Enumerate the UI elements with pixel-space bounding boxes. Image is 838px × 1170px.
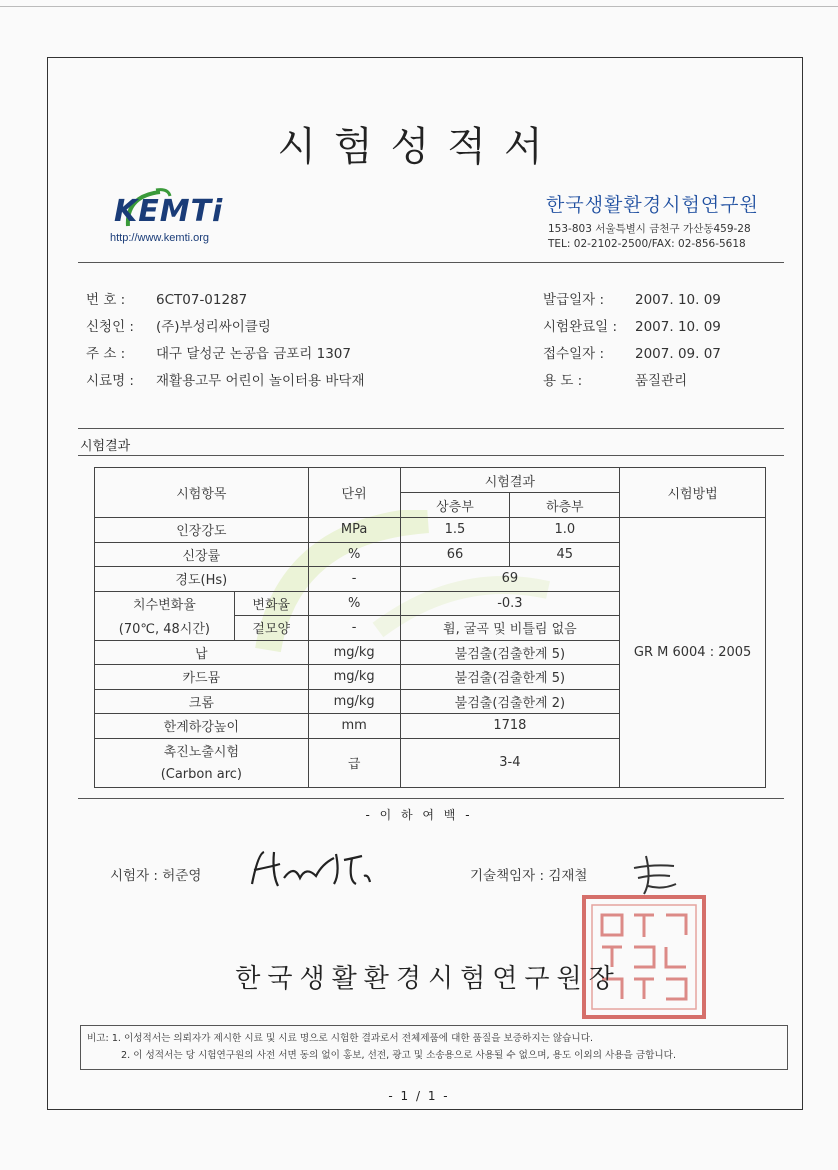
info-label: 용 도 : (543, 373, 583, 389)
header-divider (78, 262, 784, 263)
cell-item: 한계하강높이 (95, 714, 309, 739)
document-title: 시험성적서 (277, 124, 561, 170)
info-value: 6CT07-01287 (156, 292, 248, 308)
cell-value: 휨, 굴곡 및 비틀림 없음 (400, 616, 620, 641)
cell-unit: mg/kg (308, 689, 400, 714)
cell-unit: mg/kg (308, 640, 400, 665)
info-row (86, 314, 365, 341)
cell-method: GR M 6004 : 2005 (620, 518, 766, 788)
cell-item: (70℃, 48시간) (95, 616, 235, 641)
header-item: 시험항목 (95, 468, 309, 518)
cell-subitem: 겉모양 (234, 616, 308, 641)
cell-unit: mg/kg (308, 665, 400, 690)
tester-label: 시험자 : 허준영 (110, 868, 202, 884)
cell-item: 납 (95, 640, 309, 665)
address-line: 153-803 서울특별시 금천구 가산동459-28 (548, 223, 751, 235)
blank-below-marker: - 이 하 여 백 - (365, 808, 473, 822)
contact-line: TEL: 02-2102-2500/FAX: 02-856-5618 (548, 238, 746, 250)
cell-item: 신장률 (95, 542, 309, 567)
notes-box (80, 1025, 788, 1070)
cell-item: 카드뮴 (95, 665, 309, 690)
director-title: 한국생활환경시험연구원장 (235, 964, 621, 994)
info-value: 2007. 09. 07 (635, 346, 721, 362)
cell-unit: % (308, 591, 400, 616)
info-right (543, 287, 721, 395)
info-value: (주)부성리싸이클링 (156, 319, 271, 335)
info-row (86, 368, 365, 395)
info-value: 재활용고무 어린이 놀이터용 바닥재 (156, 373, 365, 389)
cell-value: 불검출(검출한계 5) (400, 640, 620, 665)
info-row (543, 314, 721, 341)
top-edge-line (0, 6, 838, 7)
table-row (95, 518, 766, 543)
cell-unit: - (308, 616, 400, 641)
info-label: 발급일자 : (543, 292, 605, 308)
info-value: 2007. 10. 09 (635, 292, 721, 308)
cell-value: -0.3 (400, 591, 620, 616)
cell-unit: MPa (308, 518, 400, 543)
tester-signature (244, 844, 384, 894)
cell-value: 불검출(검출한계 5) (400, 665, 620, 690)
cell-lower: 45 (510, 542, 620, 567)
header-unit: 단위 (308, 468, 400, 518)
table-header-row (95, 468, 766, 493)
cell-unit: 급 (308, 738, 400, 787)
cell-value: 69 (400, 567, 620, 592)
results-table (94, 467, 766, 788)
cell-unit: mm (308, 714, 400, 739)
kemti-logo (108, 186, 248, 248)
cell-item: 촉진노출시험 (95, 738, 309, 763)
header-lower: 하층부 (510, 493, 620, 518)
results-section-label: 시험결과 (80, 439, 131, 454)
info-row (543, 341, 721, 368)
info-value: 품질관리 (635, 373, 688, 389)
logo-text: KEMTi (114, 194, 224, 229)
cell-unit: - (308, 567, 400, 592)
official-seal-icon (580, 893, 708, 1021)
cell-value: 불검출(검출한계 2) (400, 689, 620, 714)
tech-manager-label: 기술책임자 : 김재철 (470, 868, 588, 884)
institution-address (548, 222, 751, 252)
info-value: 2007. 10. 09 (635, 319, 721, 335)
info-row (543, 287, 721, 314)
cell-upper: 1.5 (400, 518, 510, 543)
page-number: - 1 / 1 - (388, 1089, 450, 1103)
cell-item: 치수변화율 (95, 591, 235, 616)
header-result: 시험결과 (400, 468, 620, 493)
cell-item: (Carbon arc) (95, 763, 309, 788)
info-label: 주 소 : (86, 346, 126, 362)
info-label: 신청인 : (86, 319, 134, 335)
info-label: 접수일자 : (543, 346, 605, 362)
header-upper: 상층부 (400, 493, 510, 518)
info-row (86, 287, 365, 314)
cell-value: 1718 (400, 714, 620, 739)
info-value: 대구 달성군 논공읍 금포리 1307 (156, 346, 351, 362)
cell-subitem: 변화율 (234, 591, 308, 616)
institution-name: 한국생활환경시험연구원 (546, 194, 759, 216)
header-method: 시험방법 (620, 468, 766, 518)
note-2: 2. 이 성적서는 당 시험연구원의 사전 서면 동의 없이 홍보, 선전, 광고 및 소송용으로 사용될 수 없으며, 용도 이외의 사용을 금합니다. (121, 1050, 676, 1061)
info-left (86, 287, 365, 395)
cell-item: 인장강도 (95, 518, 309, 543)
cell-unit: % (308, 542, 400, 567)
section-bottom-divider (78, 455, 784, 456)
cell-item: 크롬 (95, 689, 309, 714)
logo-url: http://www.kemti.org (110, 232, 210, 244)
info-label: 시험완료일 : (543, 319, 618, 335)
note-1: 비고: 1. 이성적서는 의뢰자가 제시한 시료 및 시료 명으로 시험한 결과로서 전체제품에 대한 품질을 보증하지는 않습니다. (87, 1033, 594, 1044)
cell-upper: 66 (400, 542, 510, 567)
info-label: 시료명 : (86, 373, 134, 389)
cell-lower: 1.0 (510, 518, 620, 543)
info-label: 번 호 : (86, 292, 126, 308)
info-row (86, 341, 365, 368)
cell-item: 경도(Hs) (95, 567, 309, 592)
section-top-divider (78, 428, 784, 429)
table-bottom-divider (78, 798, 784, 799)
info-row (543, 368, 721, 395)
cell-value: 3-4 (400, 738, 620, 787)
